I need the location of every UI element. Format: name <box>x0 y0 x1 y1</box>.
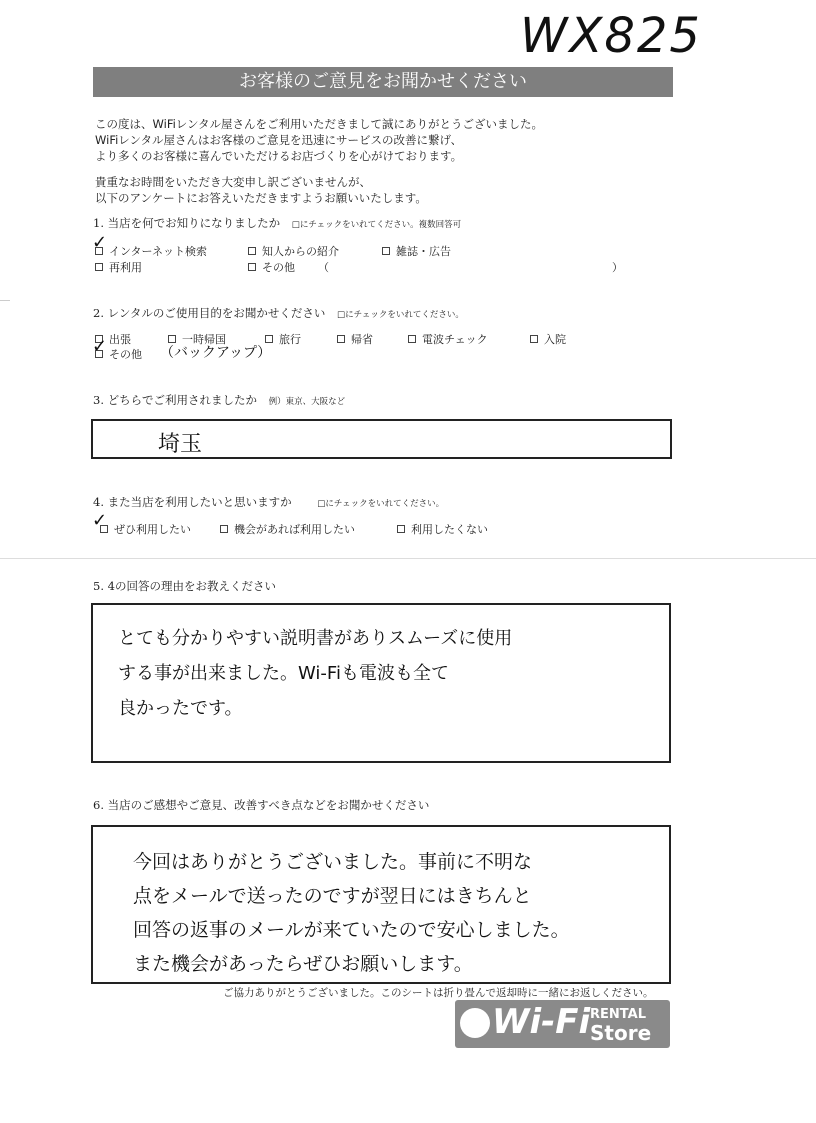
question-6 <box>93 797 429 813</box>
question-3-label: 3. どちらでご利用されましたか <box>93 393 258 407</box>
logo-rental-text: RENTAL <box>590 1007 646 1022</box>
q1-option-magazine[interactable] <box>382 243 451 259</box>
checkmark-icon: ✓ <box>92 510 108 531</box>
checkbox[interactable] <box>220 525 228 533</box>
q2-other-handwritten: （バックアップ） <box>160 345 272 361</box>
question-5 <box>93 578 276 594</box>
q1-option-reuse[interactable] <box>95 259 142 275</box>
mascot-icon <box>460 1008 490 1038</box>
option-label: 電波チェック <box>422 333 488 346</box>
handwritten-line: また機会があったらぜひお願いします。 <box>133 953 473 975</box>
checkbox[interactable] <box>248 247 256 255</box>
checkbox[interactable] <box>408 335 416 343</box>
checkmark-icon: ✓ <box>92 336 108 357</box>
option-label: 旅行 <box>279 333 301 346</box>
q4-option-definitely[interactable] <box>100 521 191 537</box>
question-1-note: □にチェックをいれてください。複数回答可 <box>291 220 462 230</box>
option-label: その他 <box>109 348 142 361</box>
q6-handwritten-answer <box>133 845 570 981</box>
q4-option-if-chance[interactable] <box>220 521 355 537</box>
question-4 <box>93 494 444 510</box>
checkbox[interactable] <box>530 335 538 343</box>
q5-answer-box[interactable] <box>91 603 671 763</box>
form-title: お客様のご意見をお聞かせください <box>93 67 673 97</box>
q6-answer-box[interactable] <box>91 825 671 984</box>
question-3-example: 例）東京、大阪など <box>268 397 346 407</box>
checkbox[interactable] <box>95 263 103 271</box>
option-label: 機会があれば利用したい <box>234 523 355 536</box>
checkbox[interactable] <box>382 247 390 255</box>
q3-handwritten-answer: 埼玉 <box>158 432 203 457</box>
q1-other-paren-open: （ <box>318 261 329 274</box>
option-label: インターネット検索 <box>109 245 208 258</box>
option-label: 帰省 <box>351 333 373 346</box>
question-2-note: □にチェックをいれてください。 <box>337 310 464 320</box>
question-1 <box>93 215 461 231</box>
checkbox[interactable] <box>337 335 345 343</box>
option-label: 入院 <box>544 333 566 346</box>
checkbox[interactable] <box>397 525 405 533</box>
handwritten-serial: WX825 <box>520 8 702 64</box>
handwritten-line: する事が出来ました。Wi-Fiも電波も全て <box>118 663 449 684</box>
logo-store-text: Store <box>590 1021 652 1045</box>
q2-option-hospital[interactable] <box>530 331 566 347</box>
checkmark-icon: ✓ <box>92 232 108 253</box>
handwritten-line: 今回はありがとうございました。事前に不明な <box>133 851 533 873</box>
checkbox[interactable] <box>248 263 256 271</box>
option-label: その他 <box>262 261 295 274</box>
q2-option-homecoming[interactable] <box>337 331 373 347</box>
question-4-note: □にチェックをいれてください。 <box>317 499 445 509</box>
option-label: ぜひ利用したい <box>114 523 191 536</box>
option-label: 利用したくない <box>411 523 488 536</box>
footer-note: ご協力ありがとうございました。このシートは折り畳んで返却時に一緒にお返しください。 <box>223 987 654 999</box>
question-1-label: 1. 当店を何でお知りになりましたか <box>93 216 281 230</box>
handwritten-line: 良かったです。 <box>118 698 243 719</box>
question-3 <box>93 392 345 408</box>
intro-line: 貴重なお時間をいただき大変申し訳ございませんが、 <box>95 175 371 189</box>
intro-line: より多くのお客様に喜んでいただけるお店づくりを心がけております。 <box>95 149 463 163</box>
intro-line: WiFiレンタル屋さんはお客様のご意見を迅速にサービスの改善に繋げ、 <box>95 133 463 147</box>
question-2 <box>93 305 464 321</box>
option-label: 出張 <box>109 333 131 346</box>
q2-option-signal-check[interactable] <box>408 331 488 347</box>
intro-spacer <box>95 164 543 174</box>
q1-option-referral[interactable] <box>248 243 339 259</box>
q1-other-paren-close: ） <box>612 261 623 274</box>
option-label: 知人からの紹介 <box>262 245 339 258</box>
intro-line: この度は、WiFiレンタル屋さんをご利用いただきまして誠にありがとうございました。 <box>95 117 544 131</box>
q3-answer-box[interactable] <box>91 419 672 459</box>
option-label: 雑誌・広告 <box>396 245 451 258</box>
intro-text <box>95 116 543 206</box>
question-5-label: 5. 4の回答の理由をお教えください <box>93 579 276 593</box>
q4-option-no[interactable] <box>397 521 488 537</box>
question-6-label: 6. 当店のご感想やご意見、改善すべき点などをお聞かせください <box>93 798 430 812</box>
option-label: 再利用 <box>109 261 142 274</box>
question-2-label: 2. レンタルのご使用目的をお聞かせください <box>93 306 326 320</box>
q5-handwritten-answer <box>118 621 512 726</box>
handwritten-line: 点をメールで送ったのですが翌日にはきちんと <box>133 885 532 907</box>
fold-line <box>0 558 816 559</box>
question-4-label: 4. また当店を利用したいと思いますか <box>93 495 292 509</box>
punch-mark <box>0 300 10 301</box>
intro-line: 以下のアンケートにお答えいただきますようお願いいたします。 <box>95 191 427 205</box>
handwritten-line: 回答の返事のメールが来ていたので安心しました。 <box>133 919 570 941</box>
logo-wifi-text: Wi-Fi <box>492 1002 591 1042</box>
q1-option-internet[interactable] <box>95 243 207 259</box>
option-label: 一時帰国 <box>182 333 226 346</box>
handwritten-line: とても分かりやすい説明書がありスムーズに使用 <box>118 628 513 649</box>
q1-option-other[interactable] <box>248 259 295 275</box>
